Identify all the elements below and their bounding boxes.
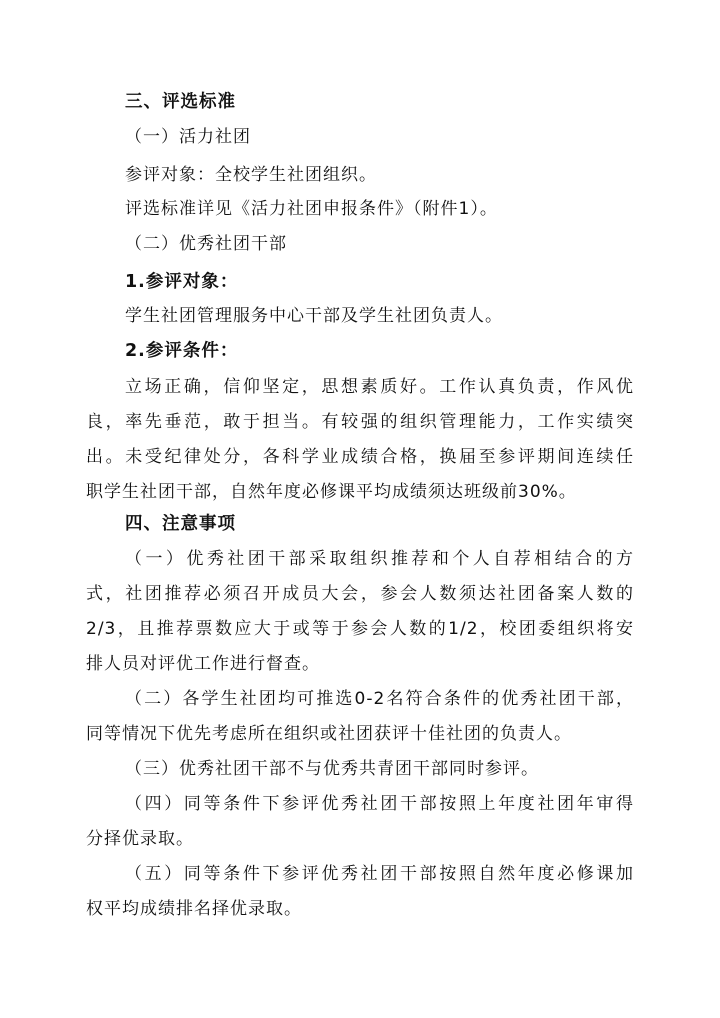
note-3-line: （三）优秀社团干部不与优秀共青团干部同时参评。 xyxy=(125,759,539,779)
subsection-2-heading: （二）优秀社团干部 xyxy=(125,234,287,254)
section-4-heading: 四、注意事项 xyxy=(125,514,236,534)
note-2-line: （二）各学生社团均可推选0-2名符合条件的优秀社团干部， xyxy=(125,689,634,709)
note-1-line: 2/3，且推荐票数应大于或等于参会人数的1/2，校团委组织将安 xyxy=(86,619,634,639)
section-3-heading: 三、评选标准 xyxy=(125,92,236,112)
note-2-line: 同等情况下优先考虑所在组织或社团获评十佳社团的负责人。 xyxy=(86,724,572,744)
subsection-1-criteria: 评选标准详见《活力社团申报条件》（附件1）。 xyxy=(125,199,498,219)
note-5-line: 权平均成绩排名择优录取。 xyxy=(86,899,302,919)
item-2-line: 出。未受纪律处分，各科学业成绩合格，换届至参评期间连续任 xyxy=(86,447,634,467)
item-1-text: 学生社团管理服务中心干部及学生社团负责人。 xyxy=(125,306,503,326)
item-2-heading: 2.参评条件： xyxy=(125,341,239,361)
item-2-line: 良，率先垂范，敢于担当。有较强的组织管理能力，工作实绩突 xyxy=(86,412,634,432)
note-5-line: （五）同等条件下参评优秀社团干部按照自然年度必修课加 xyxy=(125,864,634,884)
item-2-line: 立场正确，信仰坚定，思想素质好。工作认真负责，作风优 xyxy=(125,377,634,397)
note-4-line: 分择优录取。 xyxy=(86,829,194,849)
subsection-1-heading: （一）活力社团 xyxy=(125,127,251,147)
note-4-line: （四）同等条件下参评优秀社团干部按照上年度社团年审得 xyxy=(125,794,634,814)
item-2-line: 职学生社团干部，自然年度必修课平均成绩须达班级前30%。 xyxy=(86,482,577,502)
note-1-line: 排人员对评优工作进行督查。 xyxy=(86,654,320,674)
note-1-line: 式，社团推荐必须召开成员大会，参会人数须达社团备案人数的 xyxy=(86,584,634,604)
subsection-1-target: 参评对象：全校学生社团组织。 xyxy=(125,165,377,185)
note-1-line: （一）优秀社团干部采取组织推荐和个人自荐相结合的方 xyxy=(125,549,634,569)
item-1-heading: 1.参评对象： xyxy=(125,272,239,292)
